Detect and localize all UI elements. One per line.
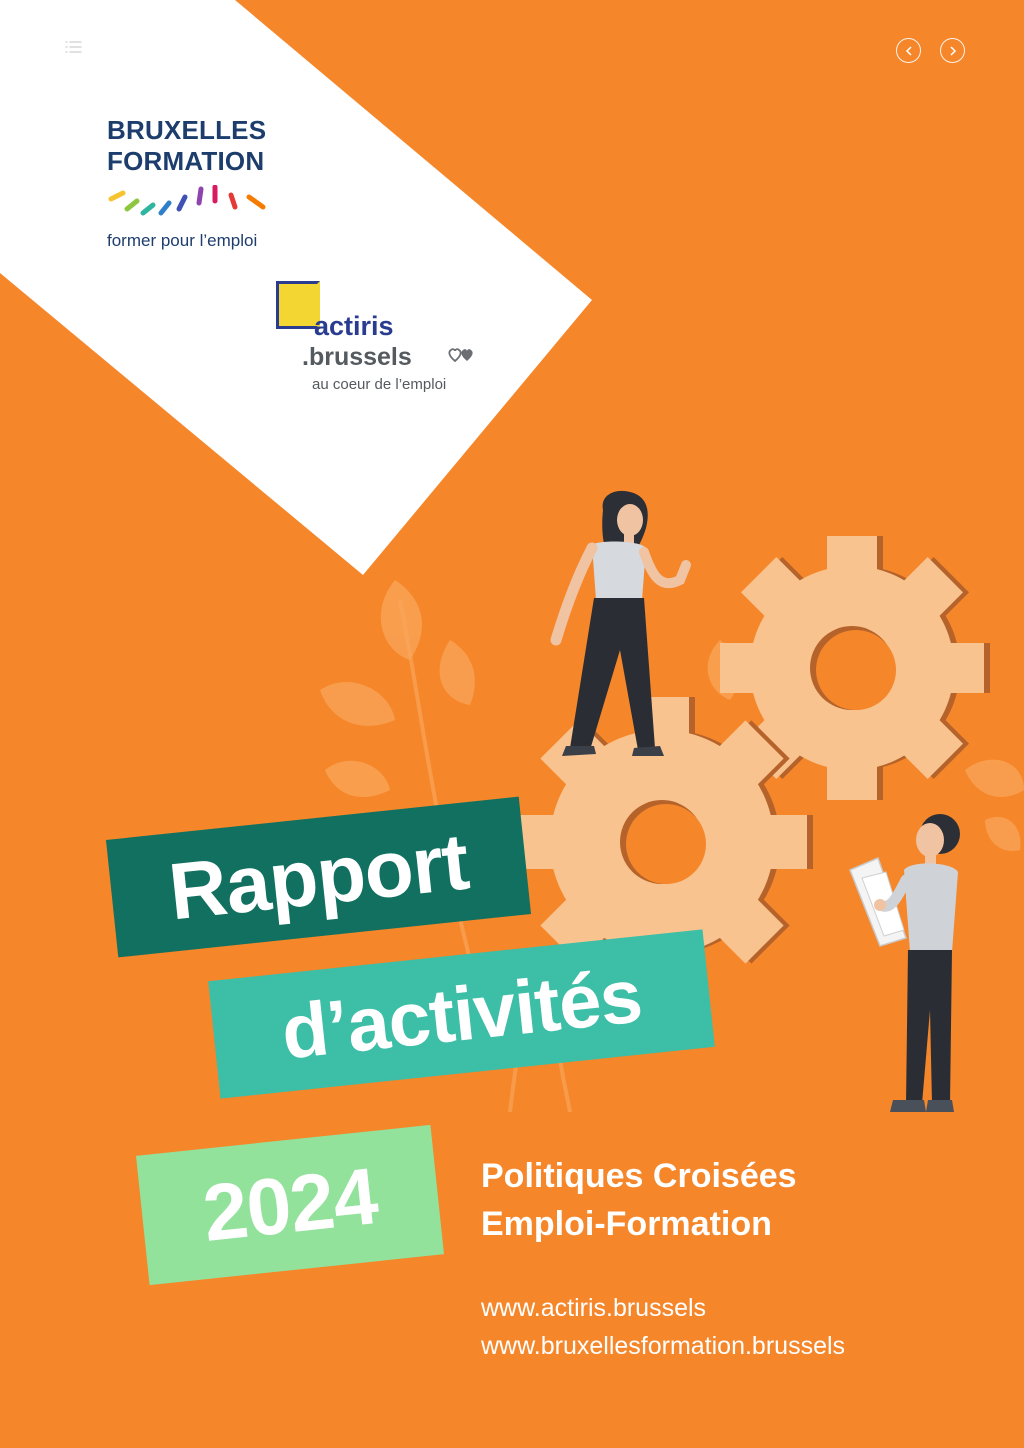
actiris-wordmark: actiris: [314, 311, 394, 341]
website-links: [481, 1289, 845, 1365]
title-line1: Rapport: [164, 816, 473, 937]
year-text: 2024: [198, 1151, 382, 1258]
title-line2: d’activités: [277, 952, 646, 1076]
actiris-website-link[interactable]: www.actiris.brussels: [481, 1294, 707, 1322]
man-figure-icon: [850, 814, 960, 1112]
actiris-tagline: au coeur de l’emploi: [312, 376, 447, 393]
bruxellesformation-website-link[interactable]: www.bruxellesformation.brussels: [481, 1332, 846, 1360]
subtitle-line1: Politiques Croisées: [481, 1157, 797, 1195]
bf-logo-line2: FORMATION: [107, 146, 265, 176]
actiris-domain: .brussels: [302, 343, 412, 371]
bf-logo-line1: BRUXELLES: [107, 115, 267, 145]
subtitle: [481, 1152, 797, 1248]
subtitle-line2: Emploi-Formation: [481, 1205, 772, 1243]
bf-tagline: former pour l’emploi: [107, 231, 258, 250]
